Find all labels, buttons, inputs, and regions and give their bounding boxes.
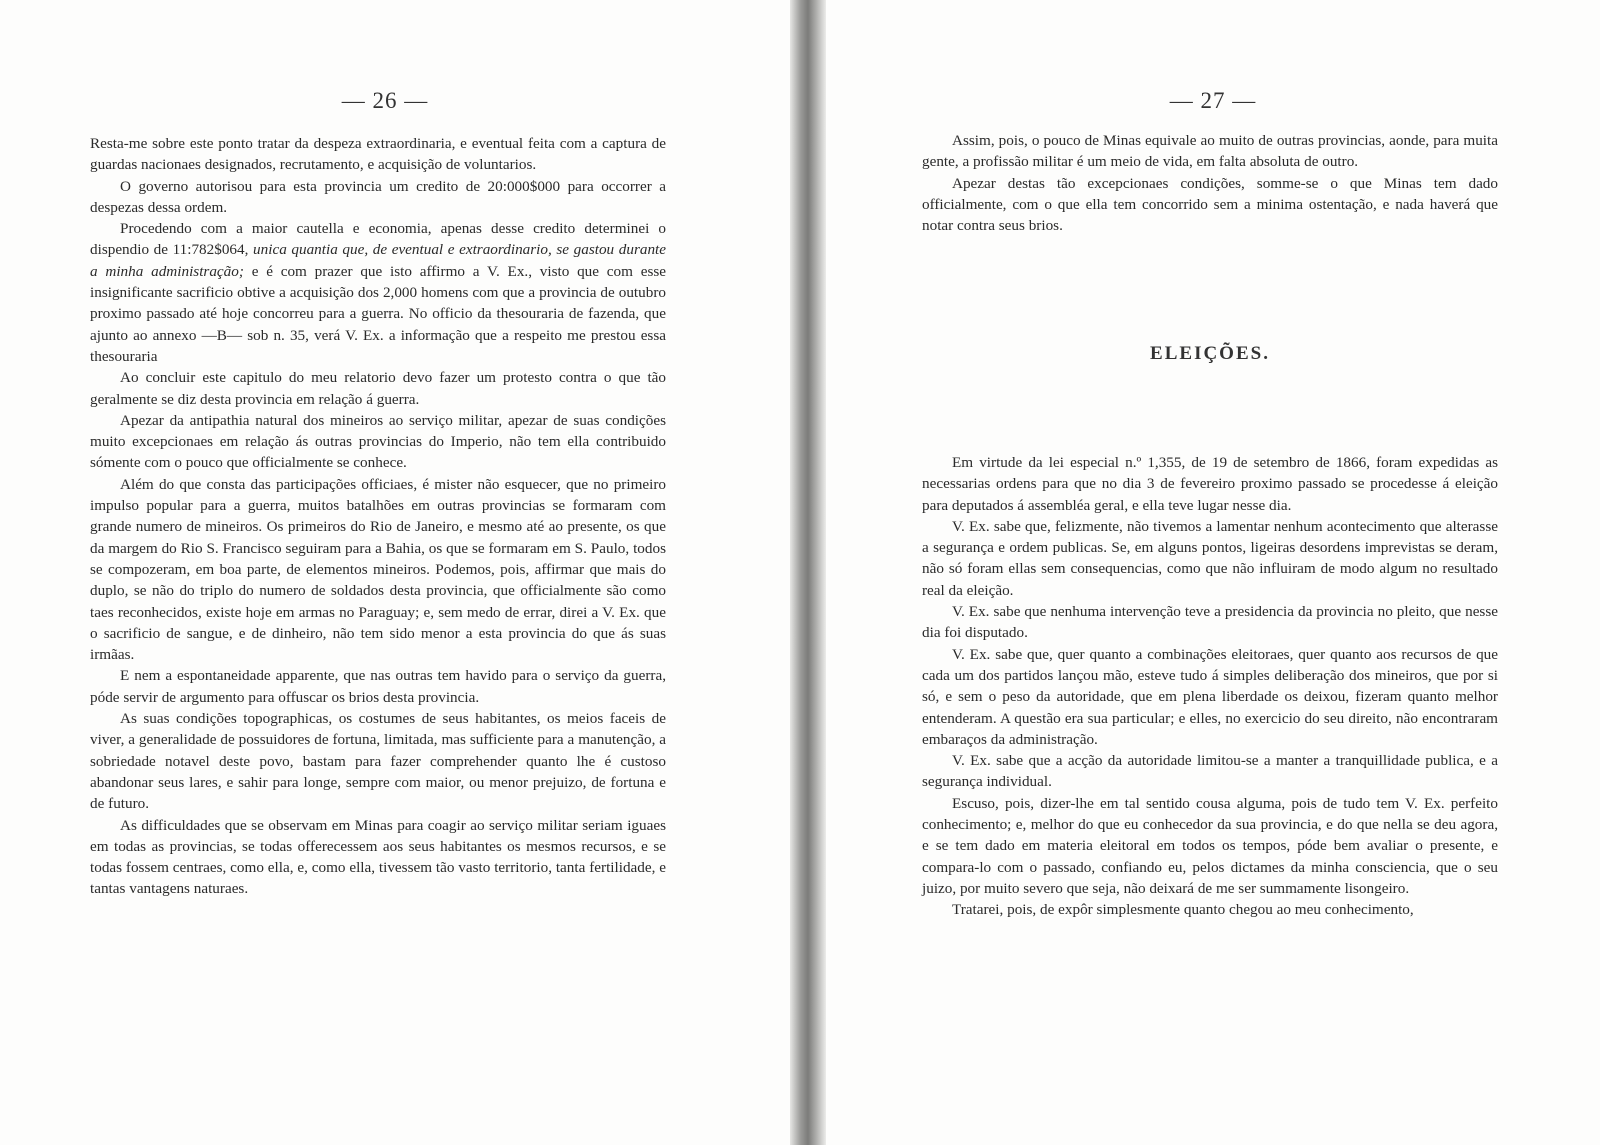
paragraph: Apezar da antipathia natural dos mineiros ao serviço militar, apezar de suas condições muito excepcionaes em relação ás outras provincias do Imperio, não tem ella contribuido sómente com o pouco que officialmente se conhece. bbox=[90, 411, 666, 472]
page-body-section bbox=[922, 452, 1498, 921]
paragraph-text: Procedendo com a maior cautella e economia, apenas desse credito determinei o dispendio de 11:782$064, bbox=[90, 220, 666, 259]
left-page bbox=[0, 0, 790, 1145]
page-body-top bbox=[922, 130, 1498, 236]
right-page bbox=[826, 0, 1600, 1145]
paragraph: Apezar destas tão excepcionaes condições, somme-se o que Minas tem dado officialmente, com o que ella tem concorrido sem a minima ostentação, e nada haverá que notar contra seus brios. bbox=[922, 174, 1498, 235]
paragraph: Ao concluir este capitulo do meu relatorio devo fazer um protesto contra o que tão geralmente se diz desta provincia em relação á guerra. bbox=[90, 369, 666, 408]
paragraph: Assim, pois, o pouco de Minas equivale ao muito de outras provincias, aonde, para muita gente, a profissão militar é um meio de vida, em falta absoluta de outro. bbox=[922, 132, 1498, 171]
paragraph: V. Ex. sabe que nenhuma intervenção teve a presidencia da provincia no pleito, que nesse dia foi disputado. bbox=[922, 603, 1498, 642]
paragraph: E nem a espontaneidade apparente, que nas outras tem havido para o serviço da guerra, póde servir de argumento para offuscar os brios desta provincia. bbox=[90, 667, 666, 706]
paragraph: As suas condições topographicas, os costumes de seus habitantes, os meios faceis de viver, a generalidade de possuidores de fortuna, limitada, mas sufficiente para a manutenção, a sobriedade notavel deste povo, bastam para fazer comprehender quanto lhe é custoso abandonar seus lares, e sahir para longe, sempre com maior, ou menor prejuizo, de fortuna e de futuro. bbox=[90, 710, 666, 813]
page-number: — 27 — bbox=[1169, 88, 1257, 113]
page-body bbox=[90, 133, 666, 900]
paragraph: Além do que consta das participações officiaes, é mister não esquecer, que no primeiro impulso popular para a guerra, muitos batalhões em outras provincias se formaram com grande numero de mineiros. Os primeiros do Rio de Janeiro, e mesmo até ao presente, os que da margem do Rio S. Francisco seguiram para a Bahia, os que se formaram em S. Paulo, todos se compozeram, em boa parte, de elementos mineiros. Podemos, pois, affirmar que mais do duplo, se não do triplo do numero de soldados desta provincia, que officialmente são como taes reconhecidos, existe hoje em armas no Paraguay; e, sem medo de errar, direi a V. Ex. que o sacrificio de sangue, e de dinheiro, não tem sido menor a esta provincia do que ás suas irmãas. bbox=[90, 475, 666, 664]
paragraph: Resta-me sobre este ponto tratar da despeza extraordinaria, e eventual feita com a captura de guardas nacionaes designados, recrutamento, e acquisição de voluntarios. bbox=[90, 135, 666, 174]
italic-phrase: unica quantia que, de eventual e extraordinario, se gastou durante a minha administração; bbox=[90, 241, 667, 280]
paragraph: V. Ex. sabe que a acção da autoridade limitou-se a manter a tranquillidade publica, e a segurança individual. bbox=[922, 752, 1498, 791]
paragraph: Em virtude da lei especial n.º 1,355, de 19 de setembro de 1866, foram expedidas as necessarias ordens para que no dia 3 de fevereiro proximo passado se procedesse á eleição para deputados á assembléa geral, e ella teve lugar nesse dia. bbox=[922, 454, 1498, 514]
paragraph: V. Ex. sabe que, quer quanto a combinações eleitoraes, quer quanto aos recursos de que cada um dos partidos lançou mão, esteve tudo á simples deliberação dos mineiros, que por si só, e sem o peso da autoridade, que em plena liberdade os deixou, fizeram quanto melhor entenderam. A questão era sua particular; e elles, no exercicio do seu direito, não encontraram embaraços da administração. bbox=[922, 645, 1498, 748]
paragraph bbox=[90, 218, 666, 367]
paragraph: O governo autorisou para esta provincia um credito de 20:000$000 para occorrer a despezas dessa ordem. bbox=[90, 177, 666, 216]
page-number: — 26 — bbox=[341, 88, 429, 113]
book-gutter bbox=[790, 0, 826, 1145]
section-title: ELEIÇÕES. bbox=[1150, 343, 1270, 364]
paragraph-text: e é com prazer que isto affirmo a V. Ex., visto que com esse insignificante sacrificio obtive a acquisição dos 2,000 homens com que a provincia de outubro proximo passado até hoje concorreu para a guerra. No officio da thesouraria de fazenda, que ajunto ao annexo —B— sob n. 35, verá V. Ex. a informação que a respeito me prestou essa thesouraria bbox=[90, 262, 667, 365]
paragraph: Tratarei, pois, de expôr simplesmente quanto chegou ao meu conhecimento, bbox=[952, 901, 1414, 919]
paragraph: V. Ex. sabe que, felizmente, não tivemos a lamentar nenhum acontecimento que alterasse a segurança e ordem publicas. Se, em alguns pontos, ligeiras desordens imprevistas se deram, não só foram ellas sem consequencias, como que não influiram de modo algum no resultado real da eleição. bbox=[922, 517, 1498, 599]
paragraph: Escuso, pois, dizer-lhe em tal sentido cousa alguma, pois de tudo tem V. Ex. perfeito conhecimento; e, melhor do que eu conhecedor da sua provincia, e do que nella se deu agora, e se tem dado em materia eleitoral em todos os tempos, póde bem avaliar o presente, e compara-lo com o passado, confiando eu, pelos dictames da minha consciencia, que o seu juizo, por muito severo que seja, não deixará de me ser summamente lisongeiro. bbox=[922, 794, 1498, 897]
paragraph: As difficuldades que se observam em Minas para coagir ao serviço militar seriam iguaes em todas as provincias, se todas offerecessem aos seus habitantes os mesmos recursos, e se todas fossem centraes, como ella, e, como ella, tivessem tão vasto territorio, tanta fertilidade, e tantas vantagens naturaes. bbox=[90, 816, 666, 898]
